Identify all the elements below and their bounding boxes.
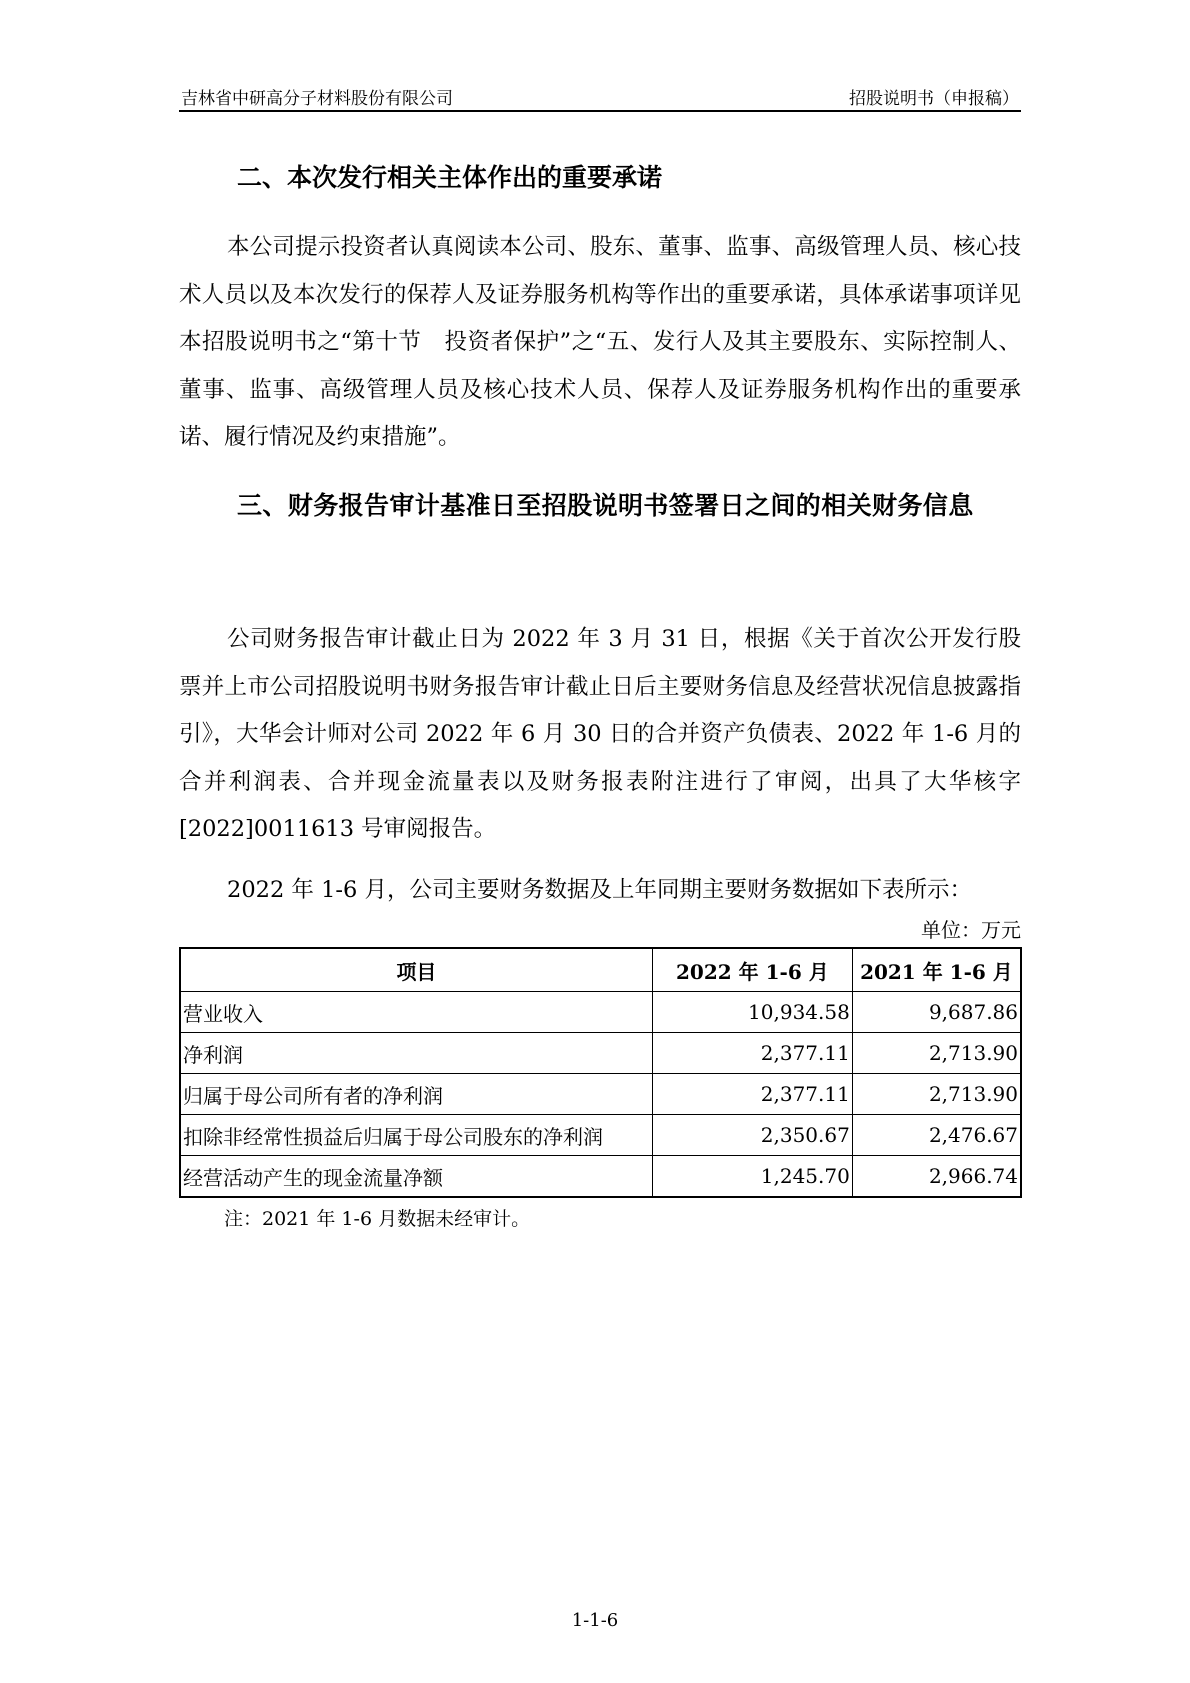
page-header bbox=[179, 84, 1021, 112]
header-document-title: 招股说明书（申报稿） bbox=[849, 89, 1019, 109]
row-value-2022: 2,350.67 bbox=[652, 1115, 852, 1156]
section-3-paragraph: 公司财务报告审计截止日为 2022 年 3 月 31 日，根据《关于首次公开发行股票并上市公司招股说明书财务报告审计截止日后主要财务信息及经营状况信息披露指引》，大华会计师对公司 2022 年 6 月 30 日的合并资产负债表、2022 年 1-6 月的合并利润表、合并现金流量表以及财务报表附注进行了审阅，出具了大华核字[2022]0011613 号审阅报告。 bbox=[179, 626, 1021, 843]
table-row bbox=[180, 992, 1021, 1033]
section-2-heading: 二、本次发行相关主体作出的重要承诺 bbox=[237, 163, 663, 192]
row-value-2022: 2,377.11 bbox=[652, 1074, 852, 1115]
table-row bbox=[180, 1115, 1021, 1156]
row-value-2021: 2,966.74 bbox=[852, 1156, 1021, 1198]
row-value-2022: 10,934.58 bbox=[652, 992, 852, 1033]
table-row bbox=[180, 1033, 1021, 1074]
section-2-paragraph: 本公司提示投资者认真阅读本公司、股东、董事、监事、高级管理人员、核心技术人员以及本次发行的保荐人及证券服务机构等作出的重要承诺，具体承诺事项详见本招股说明书之“第十节 投资者保护”之“五、发行人及其主要股东、实际控制人、董事、监事、高级管理人员及核心技术人员、保荐人及证券服务机构作出的重要承诺、履行情况及约束措施”。 bbox=[179, 234, 1021, 451]
table-unit-label: 单位：万元 bbox=[921, 918, 1021, 942]
table-header-row bbox=[180, 948, 1021, 992]
row-label: 归属于母公司所有者的净利润 bbox=[180, 1074, 652, 1115]
row-value-2021: 2,713.90 bbox=[852, 1033, 1021, 1074]
row-label: 净利润 bbox=[180, 1033, 652, 1074]
row-label: 扣除非经常性损益后归属于母公司股东的净利润 bbox=[180, 1115, 652, 1156]
row-value-2021: 2,713.90 bbox=[852, 1074, 1021, 1115]
financial-data-table bbox=[179, 947, 1022, 1198]
section-3-heading: 三、财务报告审计基准日至招股说明书签署日之间的相关财务信息 bbox=[237, 491, 974, 520]
row-label: 营业收入 bbox=[180, 992, 652, 1033]
table-note: 注：2021 年 1-6 月数据未经审计。 bbox=[224, 1208, 531, 1230]
row-value-2022: 1,245.70 bbox=[652, 1156, 852, 1198]
table-row bbox=[180, 1156, 1021, 1198]
table-intro: 2022 年 1-6 月，公司主要财务数据及上年同期主要财务数据如下表所示： bbox=[227, 877, 972, 903]
row-label: 经营活动产生的现金流量净额 bbox=[180, 1156, 652, 1198]
header-item: 项目 bbox=[180, 948, 652, 992]
row-value-2022: 2,377.11 bbox=[652, 1033, 852, 1074]
header-2021-h1: 2021 年 1-6 月 bbox=[852, 948, 1021, 992]
page-number: 1-1-6 bbox=[571, 1610, 619, 1631]
header-company-name: 吉林省中研高分子材料股份有限公司 bbox=[181, 89, 453, 109]
table-row bbox=[180, 1074, 1021, 1115]
row-value-2021: 2,476.67 bbox=[852, 1115, 1021, 1156]
row-value-2021: 9,687.86 bbox=[852, 992, 1021, 1033]
header-2022-h1: 2022 年 1-6 月 bbox=[652, 948, 852, 992]
